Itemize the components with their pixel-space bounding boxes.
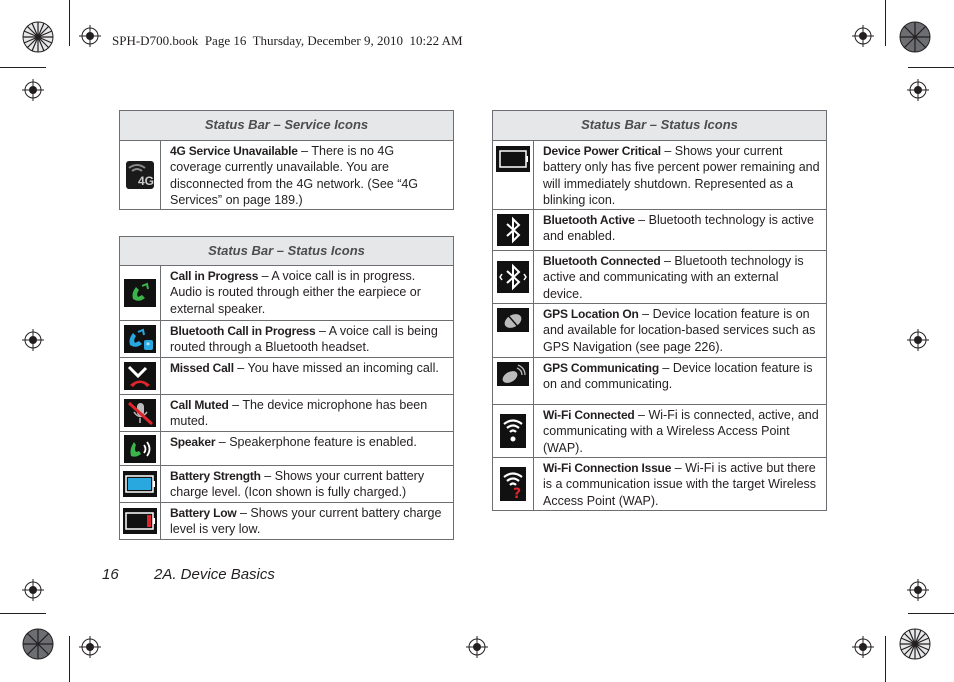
row-text: – Device location feature is on and communicating. bbox=[543, 361, 813, 392]
icon-cell bbox=[120, 266, 161, 321]
icon-cell bbox=[493, 358, 534, 405]
missed-call-icon bbox=[124, 362, 156, 390]
call-muted-icon bbox=[124, 399, 156, 427]
row-text: – Shows your current battery only has five percent power remaining and will immediately shutdown. Represented as a blinking icon. bbox=[543, 144, 820, 208]
svg-text:*: * bbox=[146, 341, 150, 350]
registration-target-icon bbox=[22, 79, 44, 101]
bluetooth-connected-icon bbox=[497, 261, 529, 293]
row-term: Call in Progress bbox=[170, 269, 259, 283]
row-term: Speaker bbox=[170, 435, 216, 449]
row-text: – A voice call is in progress. Audio is routed through either the earpiece or external speaker. bbox=[170, 269, 421, 316]
registration-target-icon bbox=[79, 636, 101, 658]
gps-communicating-icon bbox=[497, 362, 529, 386]
row-description bbox=[534, 358, 827, 405]
row-description bbox=[161, 321, 454, 358]
icon-cell bbox=[493, 304, 534, 358]
row-term: Device Power Critical bbox=[543, 144, 661, 158]
svg-text:?: ? bbox=[513, 486, 522, 501]
4g-unavailable-icon bbox=[125, 160, 155, 190]
gps-on-icon bbox=[497, 308, 529, 332]
row-description bbox=[161, 432, 454, 466]
wifi-issue-icon bbox=[500, 467, 526, 501]
row-description bbox=[534, 458, 827, 511]
row-term: GPS Communicating bbox=[543, 361, 659, 375]
row-term: Missed Call bbox=[170, 361, 234, 375]
color-wheel-icon bbox=[899, 628, 931, 660]
registration-target-icon bbox=[79, 25, 101, 47]
crop-mark bbox=[885, 0, 886, 46]
table-row bbox=[493, 251, 827, 304]
row-term: Bluetooth Call in Progress bbox=[170, 324, 316, 338]
row-term: 4G Service Unavailable bbox=[170, 144, 298, 158]
registration-target-icon bbox=[22, 579, 44, 601]
icon-cell bbox=[493, 141, 534, 210]
page-number: 16 bbox=[102, 566, 119, 583]
row-description bbox=[534, 141, 827, 210]
row-description bbox=[534, 405, 827, 458]
row-text: – Bluetooth technology is active and enabled. bbox=[543, 213, 814, 244]
status-icons-table-right bbox=[492, 110, 827, 511]
table-row bbox=[493, 304, 827, 358]
row-term: GPS Location On bbox=[543, 307, 639, 321]
row-text: – The device microphone has been muted. bbox=[170, 398, 428, 429]
table-row bbox=[120, 395, 454, 432]
row-text: – Bluetooth technology is active and communicating with an external device. bbox=[543, 254, 804, 301]
icon-cell bbox=[493, 251, 534, 304]
table-row bbox=[120, 358, 454, 395]
table-row bbox=[120, 266, 454, 321]
row-text: – There is no 4G coverage currently unavailable. You are disconnected from the 4G network. (See “4G Services” on page 189.) bbox=[170, 144, 419, 208]
row-description bbox=[161, 266, 454, 321]
service-icons-table bbox=[119, 110, 454, 210]
call-in-progress-icon bbox=[124, 279, 156, 307]
icon-cell bbox=[120, 141, 161, 210]
row-description bbox=[161, 395, 454, 432]
registration-target-icon bbox=[907, 329, 929, 351]
row-text: – Shows your current battery charge level is very low. bbox=[170, 506, 442, 537]
registration-target-icon bbox=[466, 636, 488, 658]
table-row bbox=[120, 432, 454, 466]
crop-mark bbox=[908, 613, 954, 614]
registration-target-icon bbox=[852, 636, 874, 658]
table-row bbox=[493, 458, 827, 511]
color-wheel-icon bbox=[22, 628, 54, 660]
row-description bbox=[534, 210, 827, 251]
battery-critical-icon bbox=[496, 146, 530, 172]
section-title: 2A. Device Basics bbox=[154, 566, 275, 583]
row-description bbox=[161, 141, 454, 210]
icon-cell bbox=[120, 395, 161, 432]
crop-mark bbox=[69, 0, 70, 46]
table-row bbox=[493, 210, 827, 251]
row-text: – A voice call is being routed through a Bluetooth headset. bbox=[170, 324, 438, 355]
registration-target-icon bbox=[907, 579, 929, 601]
table-row bbox=[493, 141, 827, 210]
icon-cell bbox=[120, 321, 161, 358]
table-title: Status Bar – Status Icons bbox=[493, 111, 827, 141]
icon-cell bbox=[120, 466, 161, 503]
icon-cell bbox=[493, 458, 534, 511]
row-text: – Wi-Fi is connected, active, and communicating with a Wireless Access Point (WAP). bbox=[543, 408, 819, 455]
registration-target-icon bbox=[907, 79, 929, 101]
row-term: Call Muted bbox=[170, 398, 229, 412]
registration-target-icon bbox=[852, 25, 874, 47]
icon-cell bbox=[120, 503, 161, 540]
page-header: SPH-D700.book Page 16 Thursday, December 9, 2010 10:22 AM bbox=[112, 33, 463, 48]
table-row bbox=[493, 358, 827, 405]
row-text: – Wi-Fi is active but there is a communication issue with the target Wireless Access Point (WAP). bbox=[543, 461, 817, 508]
row-description bbox=[534, 251, 827, 304]
icon-cell bbox=[493, 405, 534, 458]
row-term: Bluetooth Connected bbox=[543, 254, 661, 268]
row-term: Wi-Fi Connected bbox=[543, 408, 635, 422]
crop-mark bbox=[0, 613, 46, 614]
svg-text:4G: 4G bbox=[138, 174, 155, 188]
table-row bbox=[120, 321, 454, 358]
speaker-icon bbox=[124, 435, 156, 463]
icon-cell bbox=[120, 358, 161, 395]
crop-mark bbox=[0, 67, 46, 68]
row-description bbox=[161, 358, 454, 395]
bluetooth-call-icon bbox=[124, 325, 156, 353]
battery-full-icon bbox=[123, 471, 157, 497]
table-row bbox=[493, 405, 827, 458]
row-text: – You have missed an incoming call. bbox=[233, 361, 439, 375]
crop-mark bbox=[885, 636, 886, 682]
row-term: Battery Low bbox=[170, 506, 237, 520]
status-icons-table-left bbox=[119, 236, 454, 540]
icon-cell bbox=[493, 210, 534, 251]
table-title: Status Bar – Status Icons bbox=[120, 237, 454, 266]
icon-cell bbox=[120, 432, 161, 466]
wifi-connected-icon bbox=[500, 414, 526, 448]
table-title: Status Bar – Service Icons bbox=[120, 111, 454, 141]
registration-target-icon bbox=[22, 329, 44, 351]
row-description bbox=[161, 466, 454, 503]
table-row bbox=[120, 466, 454, 503]
crop-mark bbox=[908, 67, 954, 68]
bluetooth-active-icon bbox=[497, 214, 529, 246]
row-text: – Device location feature is on and available for location-based services such as GPS Navigation (see page 226). bbox=[543, 307, 816, 354]
row-term: Battery Strength bbox=[170, 469, 261, 483]
row-term: Bluetooth Active bbox=[543, 213, 635, 227]
color-wheel-icon bbox=[22, 21, 54, 53]
row-text: – Shows your current battery charge level. (Icon shown is fully charged.) bbox=[170, 469, 425, 500]
row-description bbox=[161, 503, 454, 540]
table-row bbox=[120, 503, 454, 540]
row-text: – Speakerphone feature is enabled. bbox=[215, 435, 417, 449]
row-description bbox=[534, 304, 827, 358]
color-wheel-icon bbox=[899, 21, 931, 53]
row-term: Wi-Fi Connection Issue bbox=[543, 461, 672, 475]
crop-mark bbox=[69, 636, 70, 682]
battery-low-icon bbox=[123, 508, 157, 534]
